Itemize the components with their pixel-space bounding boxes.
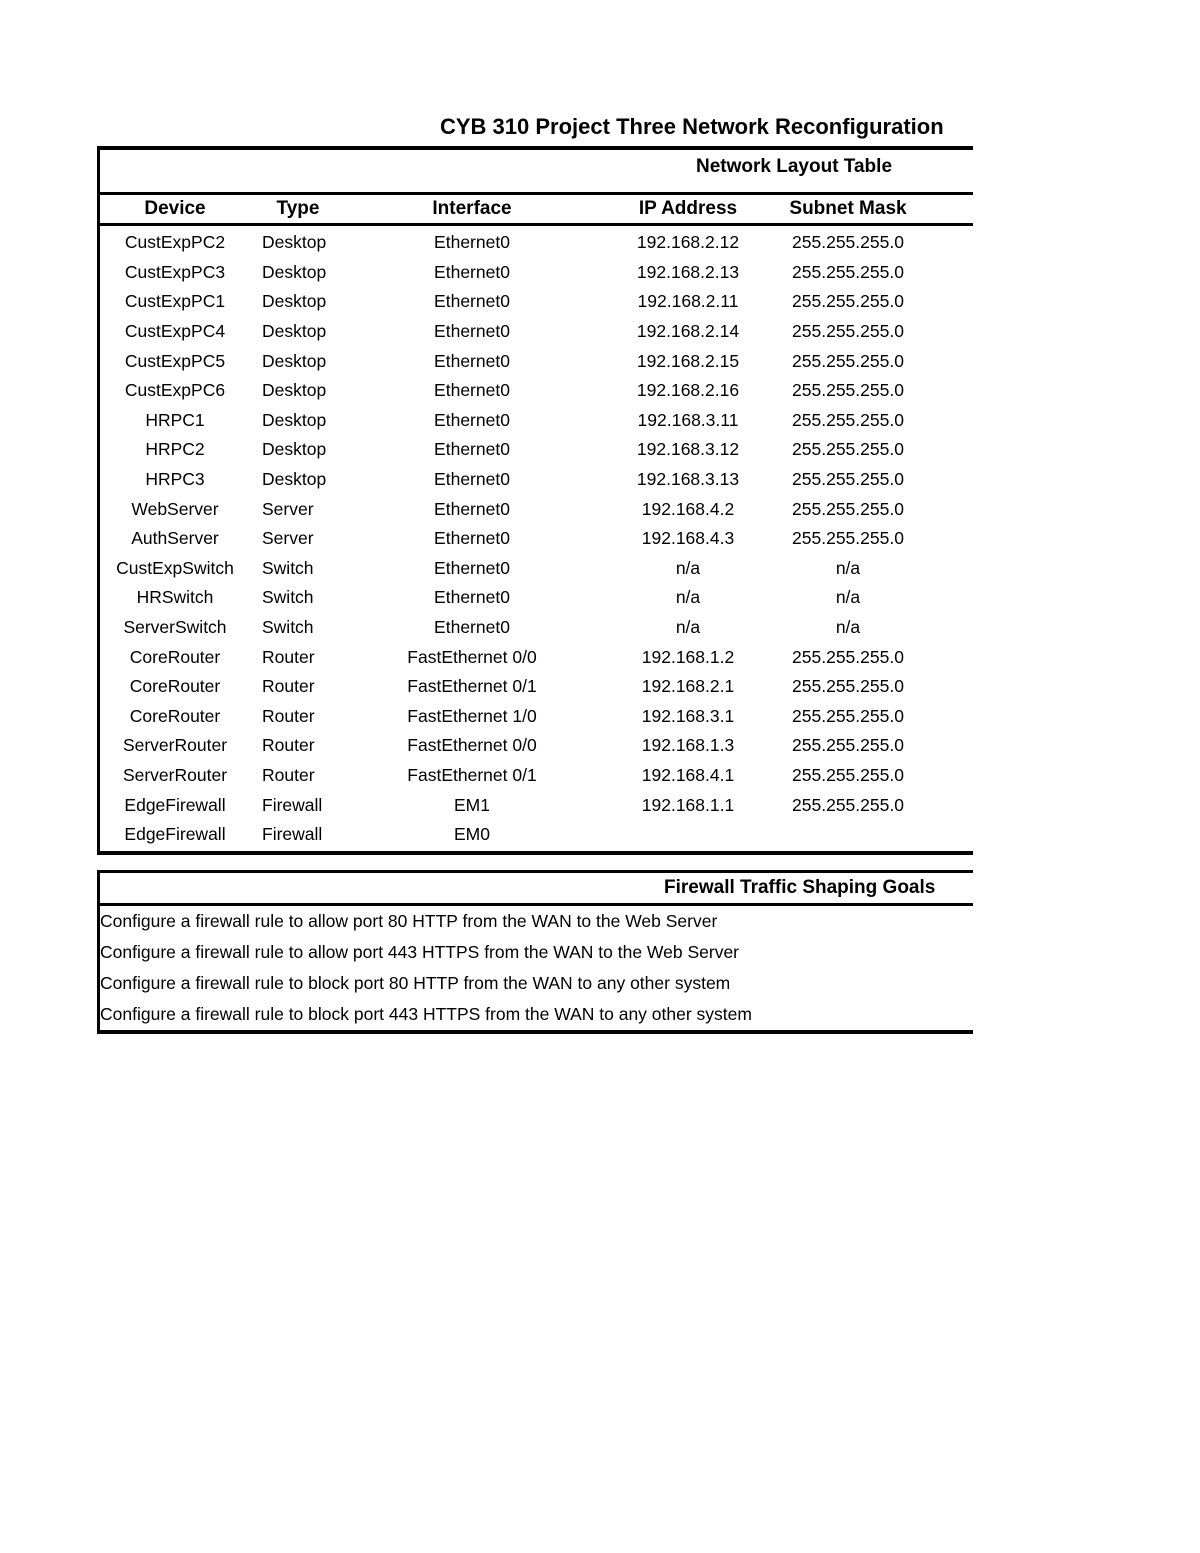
cell-interface: Ethernet0 (434, 291, 510, 312)
cell-type: Firewall (262, 824, 323, 845)
network-table-title: Network Layout Table (696, 156, 893, 177)
cell-device: ServerRouter (122, 764, 228, 785)
cell-subnet-mask: 255.255.255.0 (792, 409, 904, 430)
cell-interface: Ethernet0 (434, 380, 510, 401)
cell-subnet-mask: 255.255.255.0 (792, 380, 904, 401)
page-title: CYB 310 Project Three Network Reconfiguration (440, 114, 944, 139)
cell-device: CustExpPC5 (124, 350, 226, 371)
goals-body (100, 906, 973, 1030)
cell-device: WebServer (131, 498, 219, 519)
table-row (100, 524, 973, 554)
cell-type: Desktop (262, 469, 327, 490)
cell-subnet-mask: 255.255.255.0 (792, 676, 904, 697)
cell-type: Router (262, 676, 315, 697)
goal-item: Configure a firewall rule to allow port 443 HTTPS from the WAN to the Web Server (100, 942, 740, 962)
cell-ip-address: n/a (675, 557, 701, 578)
header-subnet-mask: Subnet Mask (789, 198, 907, 219)
cell-subnet-mask: 255.255.255.0 (792, 528, 904, 549)
goal-item: Configure a firewall rule to allow port 80 HTTP from the WAN to the Web Server (100, 911, 718, 931)
cell-ip-address: 192.168.3.11 (637, 409, 739, 430)
cell-interface: Ethernet0 (434, 409, 510, 430)
cell-interface: FastEthernet 0/1 (407, 676, 537, 697)
table-row (100, 642, 973, 672)
cell-ip-address: n/a (675, 617, 701, 638)
cell-type: Firewall (262, 794, 323, 815)
table-row (100, 761, 973, 791)
cell-subnet-mask: 255.255.255.0 (792, 261, 904, 282)
table-row (100, 554, 973, 584)
cell-subnet-mask: 255.255.255.0 (792, 232, 904, 253)
cell-interface: Ethernet0 (434, 261, 510, 282)
cell-device: AuthServer (131, 528, 219, 549)
cell-type: Desktop (262, 321, 327, 342)
cell-interface: FastEthernet 0/0 (407, 646, 537, 667)
cell-type: Desktop (262, 380, 327, 401)
cell-device: HRPC3 (145, 469, 205, 490)
cell-interface: Ethernet0 (434, 617, 510, 638)
cell-interface: EM0 (454, 824, 490, 845)
goals-title-row (100, 873, 973, 906)
cell-type: Server (262, 498, 314, 519)
goals-title: Firewall Traffic Shaping Goals (664, 877, 936, 898)
cell-ip-address: 192.168.2.11 (637, 291, 739, 312)
cell-subnet-mask: 255.255.255.0 (792, 646, 904, 667)
cell-device: CoreRouter (129, 705, 221, 726)
cell-ip-address: 192.168.1.3 (641, 735, 735, 756)
cell-type: Desktop (262, 409, 327, 430)
cell-interface: Ethernet0 (434, 350, 510, 371)
cell-type: Desktop (262, 232, 327, 253)
table-row (100, 287, 973, 317)
cell-interface: Ethernet0 (434, 232, 510, 253)
cell-device: CustExpPC1 (124, 291, 226, 312)
table-row (100, 317, 973, 347)
header-interface: Interface (432, 198, 512, 219)
cell-ip-address: 192.168.4.3 (641, 528, 735, 549)
table-row (100, 376, 973, 406)
cell-subnet-mask: 255.255.255.0 (792, 350, 904, 371)
cell-interface: Ethernet0 (434, 439, 510, 460)
goal-item: Configure a firewall rule to block port 443 HTTPS from the WAN to any other system (100, 1004, 752, 1024)
table-row (100, 790, 973, 820)
cell-ip-address: 192.168.2.16 (636, 380, 740, 401)
cell-device: CustExpPC4 (124, 321, 226, 342)
cell-type: Switch (262, 557, 314, 578)
cell-interface: Ethernet0 (434, 469, 510, 490)
table-row (100, 820, 973, 850)
cell-type: Router (262, 735, 315, 756)
header-ip-address: IP Address (638, 198, 738, 219)
cell-type: Switch (262, 617, 314, 638)
cell-interface: FastEthernet 0/1 (407, 764, 537, 785)
cell-subnet-mask: 255.255.255.0 (792, 498, 904, 519)
table-row (100, 465, 973, 495)
cell-ip-address: 192.168.1.1 (641, 794, 735, 815)
cell-subnet-mask: 255.255.255.0 (792, 705, 904, 726)
cell-device: HRSwitch (136, 587, 214, 608)
network-layout-table (97, 146, 973, 855)
cell-ip-address: n/a (675, 587, 701, 608)
cell-interface: Ethernet0 (434, 557, 510, 578)
cell-type: Router (262, 646, 315, 667)
cell-device: EdgeFirewall (124, 824, 226, 845)
cell-type: Router (262, 764, 315, 785)
header-type: Type (276, 198, 320, 219)
table-row (100, 702, 973, 732)
cell-type: Switch (262, 587, 314, 608)
cell-device: CustExpPC3 (124, 261, 226, 282)
cell-device: ServerSwitch (123, 617, 227, 638)
table-header-row (100, 192, 973, 226)
cell-subnet-mask: 255.255.255.0 (792, 291, 904, 312)
cell-subnet-mask: 255.255.255.0 (792, 794, 904, 815)
cell-ip-address: 192.168.2.15 (636, 350, 740, 371)
cell-type: Desktop (262, 291, 327, 312)
cell-interface: Ethernet0 (434, 321, 510, 342)
table-row (100, 258, 973, 288)
cell-device: EdgeFirewall (124, 794, 226, 815)
cell-ip-address: 192.168.4.2 (641, 498, 735, 519)
table-body (100, 226, 973, 851)
cell-ip-address: 192.168.4.1 (641, 764, 735, 785)
cell-device: HRPC2 (145, 439, 205, 460)
cell-ip-address: 192.168.2.14 (636, 321, 740, 342)
cell-device: ServerRouter (122, 735, 228, 756)
cell-device: CustExpPC2 (124, 232, 226, 253)
table-row (100, 346, 973, 376)
cell-device: HRPC1 (145, 409, 205, 430)
table-row (100, 435, 973, 465)
cell-ip-address: 192.168.1.2 (641, 646, 735, 667)
network-table-title-row (100, 150, 973, 192)
cell-interface: Ethernet0 (434, 587, 510, 608)
cell-interface: FastEthernet 1/0 (407, 705, 537, 726)
cell-ip-address: 192.168.2.1 (641, 676, 735, 697)
cell-subnet-mask: n/a (835, 557, 861, 578)
cell-type: Router (262, 705, 315, 726)
cell-type: Desktop (262, 350, 327, 371)
cell-interface: EM1 (454, 794, 490, 815)
cell-subnet-mask: n/a (835, 617, 861, 638)
cell-ip-address: 192.168.2.13 (636, 261, 740, 282)
cell-subnet-mask: 255.255.255.0 (792, 469, 904, 490)
cell-interface: FastEthernet 0/0 (407, 735, 537, 756)
goal-item: Configure a firewall rule to block port 80 HTTP from the WAN to any other system (100, 973, 731, 993)
table-row (100, 583, 973, 613)
cell-subnet-mask: 255.255.255.0 (792, 735, 904, 756)
cell-ip-address: 192.168.3.1 (641, 705, 735, 726)
cell-device: CoreRouter (129, 646, 221, 667)
cell-subnet-mask: 255.255.255.0 (792, 439, 904, 460)
cell-device: CoreRouter (129, 676, 221, 697)
table-row (100, 731, 973, 761)
cell-subnet-mask: 255.255.255.0 (792, 764, 904, 785)
cell-type: Desktop (262, 439, 327, 460)
cell-ip-address: 192.168.3.12 (636, 439, 740, 460)
cell-interface: Ethernet0 (434, 528, 510, 549)
cell-type: Desktop (262, 261, 327, 282)
table-row (100, 613, 973, 643)
table-row (100, 406, 973, 436)
table-row (100, 672, 973, 702)
cell-subnet-mask: 255.255.255.0 (792, 321, 904, 342)
cell-type: Server (262, 528, 314, 549)
cell-ip-address: 192.168.3.13 (636, 469, 740, 490)
firewall-goals-table (97, 870, 973, 1034)
table-row (100, 494, 973, 524)
header-device: Device (144, 198, 206, 219)
cell-ip-address: 192.168.2.12 (636, 232, 740, 253)
cell-subnet-mask: n/a (835, 587, 861, 608)
cell-device: CustExpPC6 (124, 380, 226, 401)
table-row (100, 228, 973, 258)
cell-interface: Ethernet0 (434, 498, 510, 519)
cell-device: CustExpSwitch (116, 557, 234, 578)
